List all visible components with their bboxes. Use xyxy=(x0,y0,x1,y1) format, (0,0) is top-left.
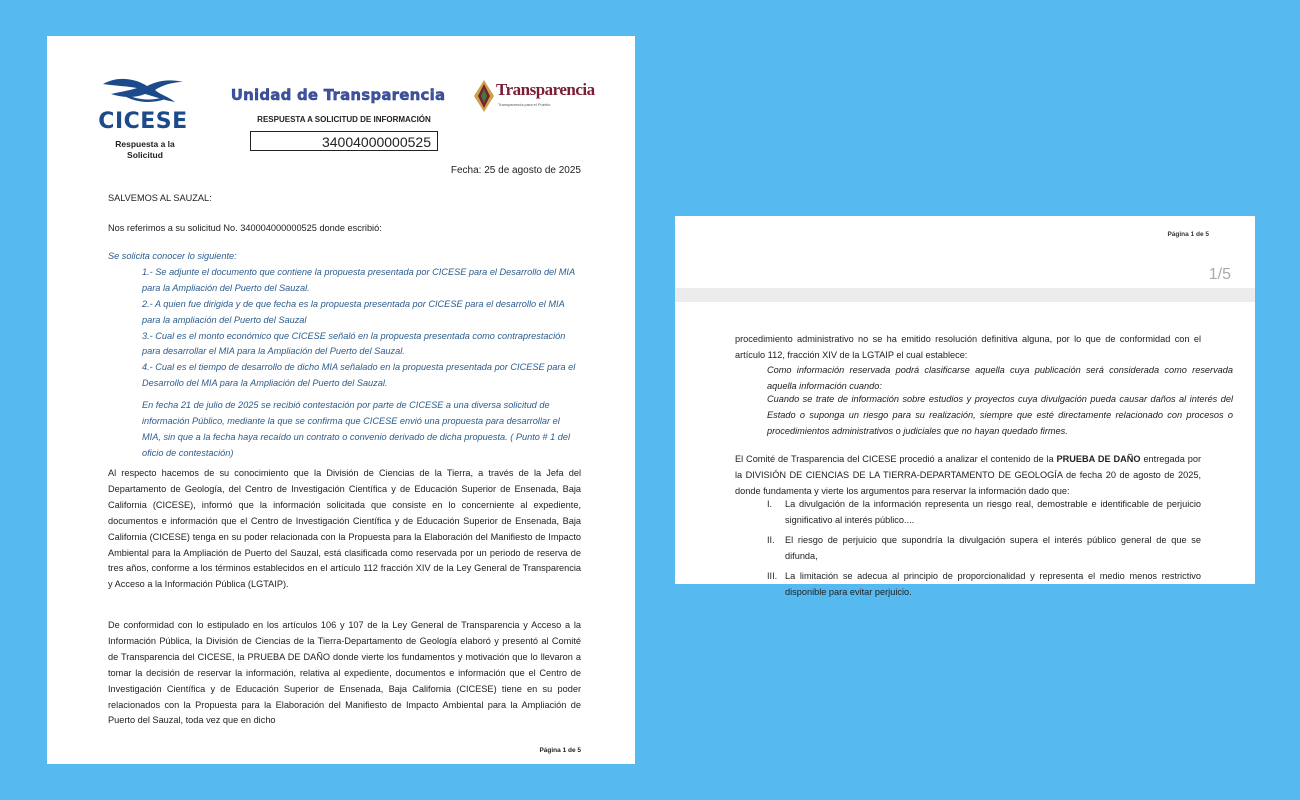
list-item xyxy=(735,533,1201,565)
logo-caption: Respuesta a la Solicitud xyxy=(115,139,175,160)
request-item: 4.- Cual es el tiempo de desarrollo de dicho MIA señalado en la propuesta presentada por CICESE para el Desarrollo del MIA para la Ampliación del Puerto del Sauzal. xyxy=(142,362,576,389)
response-label: RESPUESTA A SOLICITUD DE INFORMACIÓN xyxy=(257,115,431,124)
transparencia-logo-text: Transparencia xyxy=(496,80,595,99)
list-number: II. xyxy=(767,534,775,545)
document-date: Fecha: 25 de agosto de 2025 xyxy=(450,165,581,176)
request-item: 3.- Cual es el monto económico que CICESE señaló en la propuesta presentada como contraprestación para desarrollar el MIA para la Ampliación del Puerto del Sauzal. xyxy=(142,330,566,357)
intro-text: Nos referimos a su solicitud No. 340004000000525 donde escribió: xyxy=(108,223,382,233)
request-note: En fecha 21 de julio de 2025 se recibió contestación por parte de CICESE a una diversa solicitud de información Público, mediante la que se confirma que CICESE envió una propuesta para desarrollar el MIA, sin que a la fecha haya recaído un contrato o convenio derivado de dicha propuesta. ( Punto # 1 del oficio de contestación) xyxy=(142,400,571,458)
criteria-list xyxy=(735,497,1201,600)
request-item: 2.- A quien fue dirigida y de que fecha es la propuesta presentada por CICESE para el desarrollo el MIA para la ampliación del Puerto del Sauzal xyxy=(142,298,565,325)
document-page-1 xyxy=(47,36,635,764)
list-item xyxy=(735,569,1201,601)
folio-box: 34004000000525 xyxy=(250,131,438,151)
page-footer: Página 1 de 5 xyxy=(539,747,581,754)
previous-page-footer-area xyxy=(675,216,1255,288)
greeting: SALVEMOS AL SAUZAL: xyxy=(108,193,212,203)
cicese-logo-text: CICESE xyxy=(98,109,188,134)
transparencia-tagline: Transparencia para el Pueblo xyxy=(498,102,551,107)
document-page-2-viewer xyxy=(675,216,1255,597)
page-counter: 1/5 xyxy=(1208,266,1231,283)
committee-paragraph xyxy=(735,452,1201,500)
list-text: La divulgación de la información representa un riesgo real, demostrable e identificable de perjuicio significativo al interés público.... xyxy=(785,499,1201,525)
committee-text-post: entregada por la DIVISIÓN DE CIENCIAS DE LA TIERRA-DEPARTAMENTO DE GEOLOGÍA de fecha 20 de agosto de 2025, donde fundamenta y vierte los argumentos para reservar la información dado que: xyxy=(735,454,1201,496)
list-item xyxy=(735,497,1201,529)
paragraph-legal: De conformidad con lo estipulado en los artículos 106 y 107 de la Ley General de Transparencia y Acceso a la Información Pública, la División de Ciencias de la Tierra-Departamento de Geología elaboró y presentó al Comité de Transparencia del CICESE, la PRUEBA DE DAÑO donde vierte los fundamentos y motivación que lo llevaron a tomar la decisión de reservar la información, relativa al expediente, documentos e información que el Centro de Investigación Científica y de Educación Superior de Ensenada, Baja California (CICESE) tiene en su poder relacionados con la Propuesta para la Elaboración del Manifiesto de Impacto Ambiental para la Ampliación de Puerto del Sauzal, toda vez que en dicho xyxy=(108,620,581,726)
unit-title: Unidad de Transparencia xyxy=(230,86,446,104)
request-lead: Se solicita conocer lo siguiente: xyxy=(108,251,237,261)
cicese-logo xyxy=(97,74,189,134)
paragraph-start: procedimiento administrativo no se ha emitido resolución definitiva alguna, por lo que de conformidad con el artículo 112, fracción XIV de la LGTAIP el cual establece: xyxy=(735,334,1201,360)
page-separator xyxy=(675,288,1255,302)
quote-2: Cuando se trate de información sobre estudios y proyectos cuya divulgación pueda causar daños al interés del Estado o suponga un riesgo para su realización, siempre que esté directamente relacionado con procesos o procedimientos administrativos o judiciales que no hayan quedado firmes. xyxy=(767,394,1233,436)
list-number: III. xyxy=(767,570,778,581)
paragraph-reservation: Al respecto hacemos de su conocimiento que la División de Ciencias de la Tierra, a través de la Jefa del Departamento de Geología, del Centro de Investigación Científica y de Educación Superior de Ensenada, Baja California (CICESE), informó que la información solicitada que consiste en lo concerniente al expediente, documentos e información que el Centro de Investigación Científica y de Educación Superior de Ensenada, Baja California (CICESE) tenga en su poder relacionada con la Propuesta para la Elaboración del Manifiesto de Impacto Ambiental para la Ampliación de Puerto del Sauzal, está clasificada como reservada por un periodo de reserva de tres años, conforme a los términos establecidos en el artículo 112 fracción XIV de la Ley General de Transparencia y Acceso a la Información Pública (LGTAIP). xyxy=(108,468,581,590)
list-text: El riesgo de perjuicio que supondría la divulgación supera el interés público general de que se difunda, xyxy=(785,534,1201,561)
quote-1: Como información reservada podrá clasificarse aquella cuya publicación será considerada como reservada aquella información cuando: xyxy=(767,365,1233,391)
diamond-mosaic-icon xyxy=(472,78,496,114)
prueba-de-dano-bold: PRUEBA DE DAÑO xyxy=(1056,454,1141,464)
list-text: La limitación se adecua al principio de proporcionalidad y representa el medio menos restrictivo disponible para evitar perjuicio. xyxy=(785,570,1201,597)
list-number: I. xyxy=(767,499,773,509)
previous-page-footer: Página 1 de 5 xyxy=(1167,231,1209,238)
transparencia-logo xyxy=(472,76,595,116)
request-item: 1.- Se adjunte el documento que contiene la propuesta presentada por CICESE para el Desarrollo del MIA para la Ampliación del Puerto del Sauzal. xyxy=(142,266,575,293)
pelican-icon xyxy=(97,74,189,108)
request-block xyxy=(108,249,581,462)
committee-text-pre: El Comité de Trasparencia del CICESE procedió a analizar el contenido de la xyxy=(735,454,1057,464)
